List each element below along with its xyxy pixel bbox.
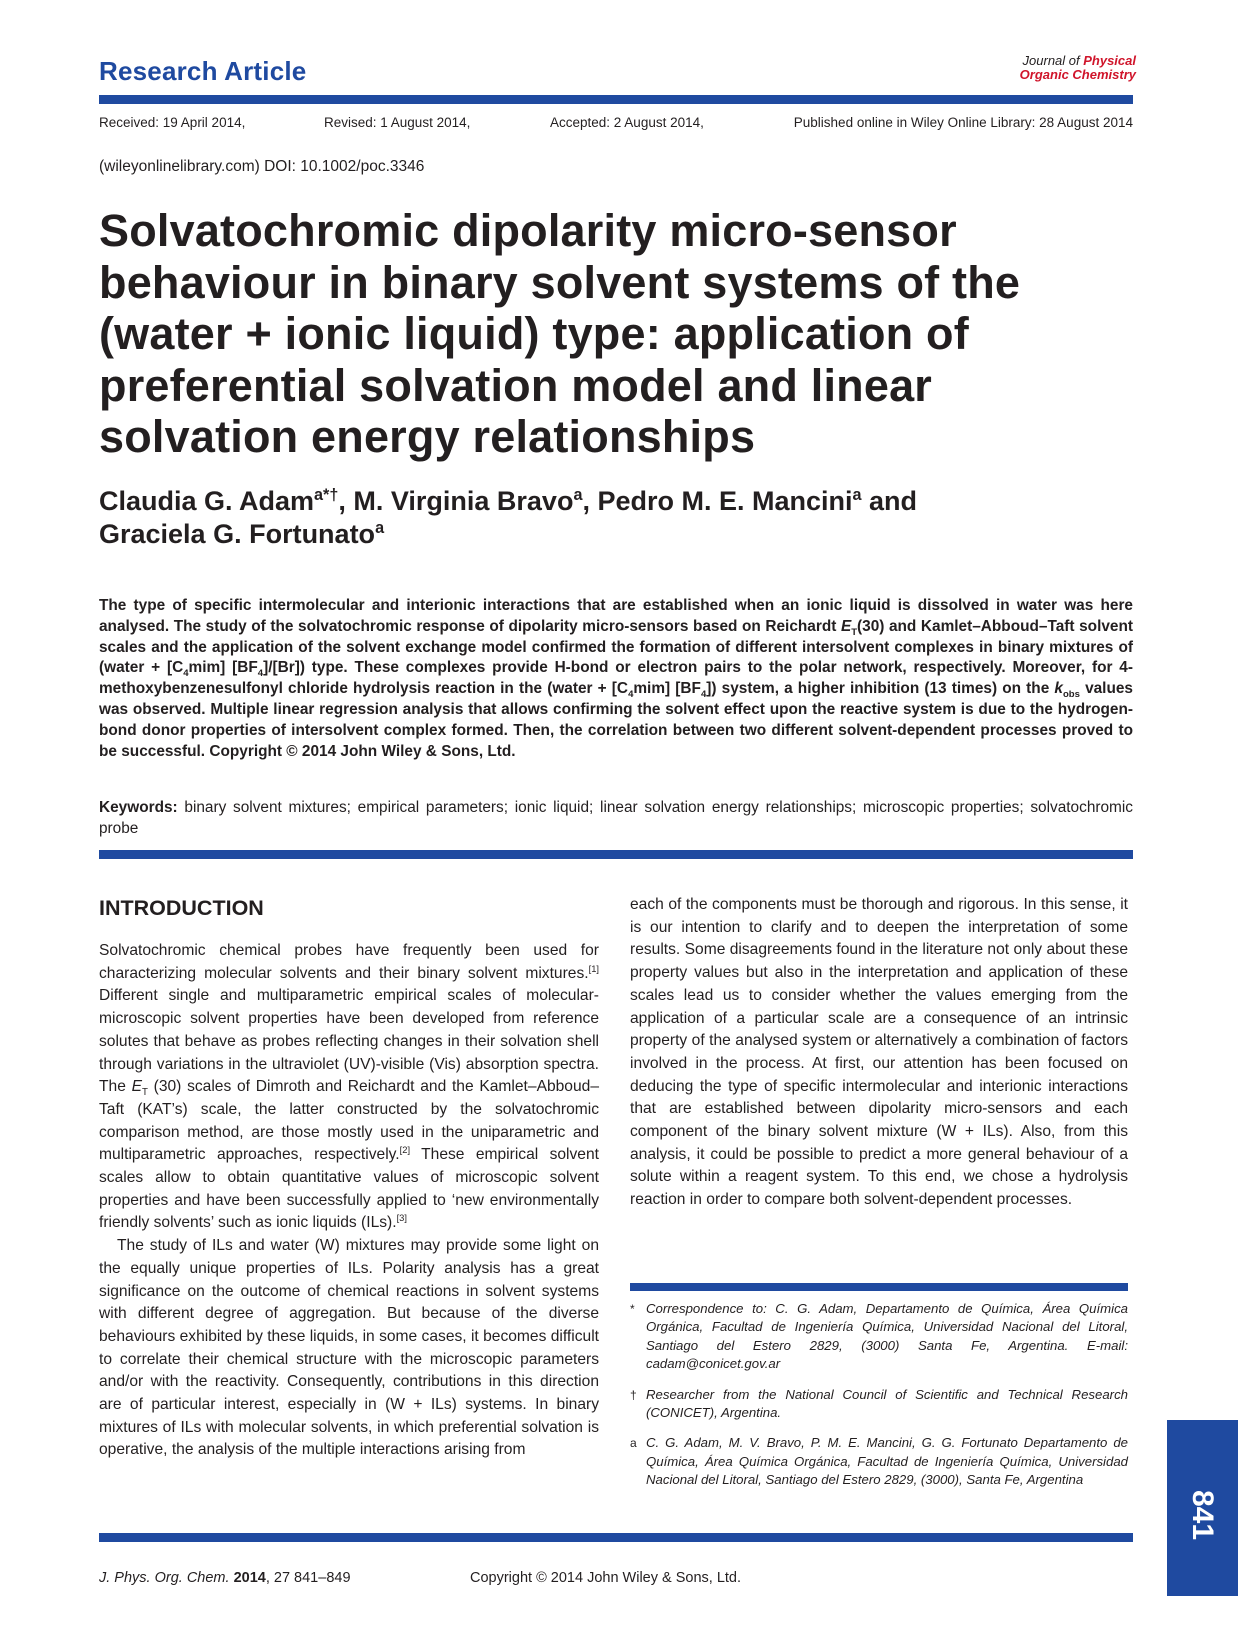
kobs-subscript: obs: [1062, 689, 1080, 701]
author-separator: ,: [338, 486, 354, 516]
paragraph: [99, 940, 599, 1235]
journal-logo: [940, 54, 1136, 82]
subscript: 4: [700, 689, 707, 701]
author-name: M. Virginia Bravo: [353, 486, 574, 516]
left-column: [99, 940, 599, 1462]
footnote-rule: [630, 1283, 1128, 1291]
author-list: [99, 485, 1129, 551]
footnote-mark: a: [630, 1436, 637, 1451]
et-symbol: E: [840, 617, 852, 635]
published-date: Published online in Wiley Online Library: 28 August 2014: [793, 115, 1133, 130]
author-affiliation-mark: a: [852, 486, 862, 504]
footer-citation: [99, 1570, 351, 1586]
revised-date: Revised: 1 August 2014,: [324, 115, 471, 130]
author-separator: and: [861, 486, 918, 516]
keywords-label: Keywords:: [99, 799, 178, 816]
abstract-text: The type of specific intermolecular and interionic interactions that are established when an ionic liquid is dissolved in water was here analysed. The study of the solvatochromic response of dipolarity micro-sensors based on Reichardt: [99, 597, 1133, 635]
author-separator: ,: [582, 486, 598, 516]
citation-ref[interactable]: [3]: [396, 1213, 407, 1224]
keywords: [99, 798, 1133, 840]
footnote-text: C. G. Adam, M. V. Bravo, P. M. E. Mancini, G. G. Fortunato Departamento de Química, Área Química Orgánica, Facultad de Ingeniería Química, Universidad Nacional del Litoral, Santiago del Estero 2829, (3000), Santa Fe, Argentina: [646, 1435, 1128, 1488]
subscript: 4: [183, 668, 189, 680]
abstract-text: ]) system, a higher inhibition (13 times) on the: [706, 680, 1055, 698]
citation-year: 2014: [233, 1570, 266, 1586]
footnote-conicet: [630, 1386, 1128, 1423]
right-column: [630, 894, 1128, 1212]
footnote-mark: *: [630, 1302, 635, 1316]
abstract-text: values was observed. Multiple linear regression analysis that allows confirming the solvent effect upon the reactive system is due to the hydrogen-bond donor properties of intersolvent complex formed. Then, the correlation between two different solvent-dependent processes proved to be successful. Copyright © 2014 John Wiley & Sons, Ltd.: [99, 680, 1133, 760]
citation-ref[interactable]: [1]: [588, 963, 599, 974]
article-title: Solvatochromic dipolarity micro-sensor behaviour in binary solvent systems of the (water + ionic liquid) type: application of preferential solvation model and linear solvation energy relationships: [99, 205, 1021, 462]
journal-logo-physical: Physical: [1083, 53, 1136, 68]
paragraph-text: (30) scales of Dimroth and Reichardt and the Kamlet–Abboud–Taft (KAT’s) scale, the latter constructed by the solvatochromic comparison method, are those mostly used in the uniparametric and multiparametric approaches, respectively.: [99, 1078, 599, 1164]
author-affiliation-mark: a*†: [314, 486, 339, 504]
doi-line: (wileyonlinelibrary.com) DOI: 10.1002/poc.3346: [99, 158, 425, 175]
footnote-text: Correspondence to: C. G. Adam, Departamento de Química, Área Química Orgánica, Facultad de Ingeniería Química, Universidad Nacional del Litoral, Santiago del Estero 2829, (3000) Santa Fe, Argentina. E-mail: cadam@conicet.gov.ar: [646, 1301, 1128, 1372]
footnote-text: Researcher from the National Council of Scientific and Technical Research (CONICET), Argentina.: [646, 1386, 1128, 1421]
kobs-symbol: k: [1054, 680, 1063, 698]
footnote-affiliation: [630, 1434, 1128, 1489]
abstract-bottom-rule: [99, 850, 1133, 859]
et-subscript: T: [851, 626, 858, 638]
abstract: [99, 596, 1133, 762]
citation-ref[interactable]: [2]: [399, 1145, 411, 1156]
footnotes: [630, 1300, 1128, 1502]
subscript: 4: [628, 689, 634, 701]
abstract-text: mim] [BF: [188, 659, 258, 677]
journal-logo-organic-chemistry: Organic Chemistry: [1019, 67, 1136, 82]
author-name: Graciela G. Fortunato: [99, 519, 376, 549]
paragraph-text: Solvatochromic chemical probes have frequently been used for characterizing molecular solvents and their binary solvent mixtures.: [99, 942, 599, 982]
received-date: Received: 19 April 2014,: [99, 115, 246, 130]
abstract-text: mim] [BF: [633, 680, 701, 698]
abstract-text: ]/[Br]) type. These complexes provide H-bond or electron pairs to the polar network, respectively. Moreover, for 4-methoxybenzenesulfonyl chloride hydrolysis reaction in the (water + [C: [99, 659, 1133, 698]
author-name: Pedro M. E. Mancini: [597, 486, 853, 516]
footnote-correspondence: [630, 1300, 1128, 1374]
keywords-text: binary solvent mixtures; empirical parameters; ionic liquid; linear solvation energy relationships; microscopic properties; solvatochromic probe: [99, 799, 1133, 837]
paragraph: The study of ILs and water (W) mixtures may provide some light on the equally unique properties of ILs. Polarity analysis has a great significance on the outcome of chemical reactions in solvent systems with different degree of aggregation. But because of the diverse behaviours exhibited by these liquids, in some cases, it becomes difficult to correlate their chemical structure with the microscopic parameters and/or with the reactivity. Consequently, contributions in this direction are of particular interest, especially in (W + ILs) systems. In binary mixtures of ILs with molecular solvents, in which preferential solvation is operative, the analysis of the multiple interactions arising from: [99, 1237, 599, 1459]
paragraph-text: Different single and multiparametric empirical scales of molecular-microscopic solvent properties have been developed from reference solutes that behave as probes reflecting changes in their solvation shell through variations in the ultraviolet (UV)-visible (Vis) absorption spectra. The: [99, 987, 599, 1096]
et-symbol: E: [131, 1078, 142, 1096]
volume-pages: , 27 841–849: [265, 1570, 351, 1586]
subscript: 4: [257, 668, 264, 680]
et-subscript: T: [142, 1087, 148, 1099]
footer-copyright: Copyright © 2014 John Wiley & Sons, Ltd.: [470, 1570, 742, 1586]
accepted-date: Accepted: 2 August 2014,: [550, 115, 704, 130]
article-type-label: Research Article: [99, 56, 307, 86]
author-name: Claudia G. Adam: [99, 486, 315, 516]
journal-logo-prefix: Journal of: [1022, 53, 1084, 68]
journal-abbreviation: J. Phys. Org. Chem.: [99, 1570, 230, 1586]
footer-rule: [99, 1533, 1133, 1542]
footnote-mark: †: [630, 1387, 637, 1402]
section-heading-introduction: INTRODUCTION: [99, 896, 264, 920]
paragraph: each of the components must be thorough and rigorous. In this sense, it is our intention to clarify and to deepen the interpretation of some results. Some disagreements found in the literature not only about these property values but also in the interpretation and application of these scales lead us to consider whether the values emerging from the application of a particular scale are a consequence of an intrinsic property of the analysed system or alternatively a combination of factors involved in the process. At first, our attention has been focused on deducing the type of specific intermolecular and interionic interactions that are established between dipolarity micro-sensors and each component of the binary solvent mixture (W + ILs). Also, from this analysis, it could be possible to predict a more general behaviour of a solute within a reagent system. To this end, we chose a hydrolysis reaction in order to compare both solvent-dependent processes.: [630, 896, 1128, 1209]
abstract-text: (30) and Kamlet–Abboud–Taft solvent scales and the application of the solvent exchange model confirmed the formation of different intersolvent complexes in binary mixtures of (water + [C: [99, 617, 1133, 677]
author-affiliation-mark: a: [573, 486, 583, 504]
page-number: 841: [1186, 1490, 1219, 1541]
header-rule: [99, 95, 1133, 104]
paragraph-text: These empirical solvent scales allow to obtain quantitative values of microscopic solvent properties and have been successfully applied to ‘new environmentally friendly solvents’ such as ionic liquids (ILs).: [99, 1146, 599, 1232]
author-affiliation-mark: a: [375, 519, 385, 537]
